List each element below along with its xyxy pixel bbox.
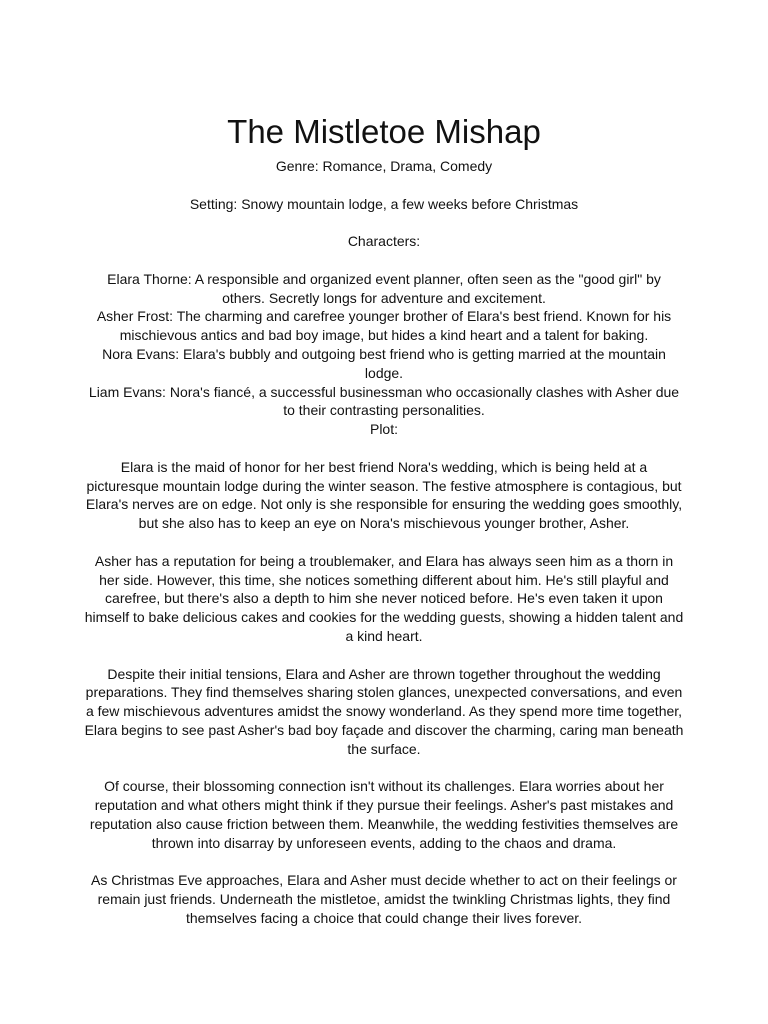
character-entry: Liam Evans: Nora's fiancé, a successful businessman who occasionally clashes with Asher due to their contrasting personalities.	[88, 383, 680, 419]
character-entry: Asher Frost: The charming and carefree younger brother of Elara's best friend. Known for his mischievous antics and bad boy image, but hides a kind heart and a talent for baking.	[96, 308, 672, 344]
spacer	[84, 852, 684, 871]
document-title: The Mistletoe Mishap	[227, 113, 541, 150]
spacer	[84, 176, 684, 195]
spacer	[84, 646, 684, 665]
genre-line: Genre: Romance, Drama, Comedy	[275, 158, 493, 174]
character-entry: Nora Evans: Elara's bubbly and outgoing best friend who is getting married at the mountain lodge.	[102, 345, 666, 381]
spacer	[84, 251, 684, 270]
plot-heading: Plot:	[369, 421, 398, 438]
plot-paragraph: Of course, their blossoming connection isn't without its challenges. Elara worries about her reputation and what others might think if they pursue their feelings. Asher's past mistakes and reputation also cause friction between them. Meanwhile, the wedding festivities themselves are thrown into disarray by unforeseen events, adding to the chaos and drama.	[89, 778, 679, 851]
plot-paragraph: As Christmas Eve approaches, Elara and Asher must decide whether to act on their feelings or remain just friends. Underneath the mistletoe, amidst the twinkling Christmas lights, they find themselves facing a choice that could change their lives forever.	[91, 872, 677, 926]
plot-paragraph: Despite their initial tensions, Elara and Asher are thrown together throughout the wedding preparations. They find themselves sharing stolen glances, unexpected conversations, and even a few mischievous adventures amidst the snowy wonderland. As they spend more time together, Elara begins to see past Asher's bad boy façade and discover the charming, caring man beneath the surface.	[84, 665, 684, 757]
document-body	[84, 157, 684, 928]
spacer	[84, 533, 684, 552]
spacer	[84, 213, 684, 232]
character-entry: Elara Thorne: A responsible and organized event planner, often seen as the "good girl" by others. Secretly longs for adventure and excitement.	[107, 270, 661, 306]
spacer	[84, 759, 684, 778]
plot-paragraph: Elara is the maid of honor for her best friend Nora's wedding, which is being held at a picturesque mountain lodge during the winter season. The festive atmosphere is contagious, but Elara's nerves are on edge. Not only is she responsible for ensuring the wedding goes smoothly, but she also has to keep an eye on Nora's mischievous younger brother, Asher.	[85, 458, 683, 532]
spacer	[84, 439, 684, 458]
plot-paragraph: Asher has a reputation for being a troublemaker, and Elara has always seen him as a thorn in her side. However, this time, she notices something different about him. He's still playful and carefree, but there's also a depth to him she never noticed before. He's even taken it upon himself to bake delicious cakes and cookies for the wedding guests, showing a hidden talent and a kind heart.	[84, 552, 684, 644]
characters-heading: Characters:	[347, 233, 421, 250]
setting-line: Setting: Snowy mountain lodge, a few weeks before Christmas	[189, 195, 579, 212]
